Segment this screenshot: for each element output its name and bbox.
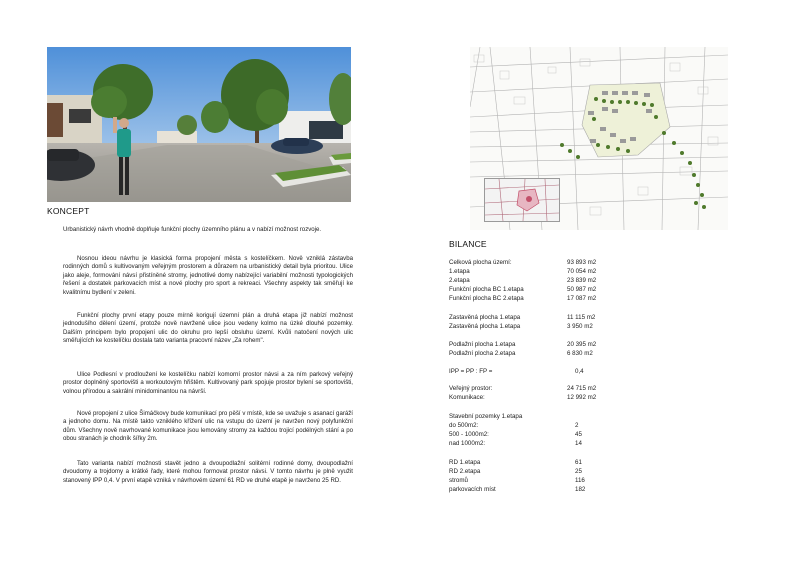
concept-paragraph-1: Urbanistický návrh vhodně doplňuje funkční plochy územního plánu a v nabízí možnost rozvoje.	[63, 226, 322, 233]
bilance-value: 0,4	[575, 368, 584, 375]
bilance-row	[449, 277, 597, 284]
bilance-value: 14	[575, 440, 582, 447]
bilance-label: Zastavěná plocha 1.etapa	[449, 323, 521, 330]
bilance-row	[449, 341, 597, 348]
bilance-row	[449, 486, 586, 493]
bilance-row	[449, 268, 597, 275]
street-render-image	[47, 47, 351, 202]
concept-paragraph-3: Funkční plochy první etapy pouze mírně korigují územní plán a druhá etapa již nabízí možnost jednodušího dělení území, protože nově navržené ulice jsou vedeny kolmo na úzké dlouhé pozemky. Dalším principem bylo propojení ulic do okruhu pro lepší obsluhu území. Kvůli natočení nových ulic směřujících ke kostelíčku dostala tato varianta pracovní název „Za rohem".	[63, 312, 353, 345]
bilance-heading: BILANCE	[449, 239, 487, 249]
bilance-row	[449, 477, 585, 484]
bilance-label: do 500m2:	[449, 422, 479, 429]
bilance-row	[449, 368, 584, 375]
bilance-label: Komunikace:	[449, 394, 485, 401]
concept-paragraph-4: Ulice Podlesní v prodloužení ke kostelíčku nabízí komorní prostor návsi a za ním parkový veřejný prostor doplněný sportovišti a workoutovým hřištěm. Kultivovaný park spojuje prostor bylení se sportovišti, volnou přírodou a sakrální minidominantou na návrší.	[63, 371, 353, 395]
bilance-value: 11 115 m2	[567, 314, 596, 321]
bilance-value: 61	[575, 459, 582, 466]
bilance-row	[449, 431, 582, 438]
bilance-label: Funkční plocha BC 1.etapa	[449, 286, 524, 293]
bilance-label: 500 - 1000m2:	[449, 431, 489, 438]
bilance-row	[449, 394, 597, 401]
bilance-label: Funkční plocha BC 2.etapa	[449, 295, 524, 302]
bilance-row	[449, 440, 582, 447]
bilance-label: Podlažní plocha 2.etapa	[449, 350, 516, 357]
concept-paragraph-5: Nové propojení z ulice Šimáčkovy bude komunikací pro pěší v místě, kde se uvažuje s asanací garáží a jednoho domu. Na místě takto vzniklého křížení ulic na vstupu do území je navržen nový polyfunkční dům. Všechny nově navrhované komunikace jsou lemovány stromy za každou trojicí podélných stání a po obou stranách je chodník šířky 2m.	[63, 410, 353, 443]
bilance-label: 1.etapa	[449, 268, 470, 275]
bilance-value: 25	[575, 468, 582, 475]
concept-paragraph-2: Nosnou ideou návrhu je klasická forma propojení města s kostelíčkem. Nově vzniklá zástavba rodinných domů s kultivovaným veřejným prostorem a důrazem na urbanistický detail byla prioritou. Ulice jako aleje, formování návsí přistíněné stromy, jednotlivé domy nabízející variabilní možnosti typologických řešení a dostatek parkovacích míst a nové plochy pro sport a rekreaci. Všechny aspekty tak směřují ke kvalitnímu bydlení v zeleni.	[63, 255, 353, 296]
bilance-row	[449, 422, 579, 429]
location-inset-map	[484, 178, 560, 222]
bilance-label: nad 1000m2:	[449, 440, 486, 447]
bilance-value: 2	[575, 422, 579, 429]
bilance-label: Celková plocha území:	[449, 259, 512, 266]
bilance-label: RD 1.etapa	[449, 459, 481, 466]
bilance-value: 3 950 m2	[567, 323, 593, 330]
bilance-value: 70 054 m2	[567, 268, 597, 275]
bilance-label: 2.etapa	[449, 277, 470, 284]
bilance-row	[449, 385, 597, 392]
bilance-value: 182	[575, 486, 586, 493]
bilance-row	[449, 459, 582, 466]
bilance-value: 116	[575, 477, 585, 484]
bilance-row	[449, 259, 597, 266]
bilance-value: 17 087 m2	[567, 295, 597, 302]
bilance-value: 23 839 m2	[567, 277, 597, 284]
bilance-value: 24 715 m2	[567, 385, 597, 392]
bilance-row	[449, 295, 597, 302]
bilance-label: Zastavěná plocha 1.etapa	[449, 314, 521, 321]
bilance-row	[449, 314, 596, 321]
bilance-row	[449, 468, 582, 475]
bilance-label: Podlažní plocha 1.etapa	[449, 341, 516, 348]
bilance-row	[449, 413, 522, 420]
concept-paragraph-6: Tato varianta nabízí možnosti stavět jedno a dvoupodlažní solitérní rodinné domy, dvoupodlažní dvoudomy a trojdomy a krátké řady, které mohou formovat prostor návsi. V tomto návrhu je plně využit stanovený IPP 0,4. V první etapě vzniká v návrhovém území 61 RD ve druhé etapě je navrženo 25 RD.	[63, 460, 353, 484]
bilance-value: 50 987 m2	[567, 286, 597, 293]
bilance-value: 45	[575, 431, 582, 438]
bilance-label: IPP = PP : FP =	[449, 368, 493, 375]
bilance-label: stromů	[449, 477, 468, 484]
bilance-label: Stavební pozemky 1.etapa	[449, 413, 523, 420]
bilance-row	[449, 350, 593, 357]
bilance-label: RD 2.etapa	[449, 468, 481, 475]
bilance-row	[449, 323, 593, 330]
bilance-row	[449, 286, 597, 293]
bilance-value: 12 992 m2	[567, 394, 597, 401]
bilance-value: 20 395 m2	[567, 341, 597, 348]
concept-heading: KONCEPT	[47, 206, 90, 216]
bilance-value: 93 893 m2	[567, 259, 597, 266]
bilance-label: parkovacích míst	[449, 486, 496, 493]
bilance-label: Veřejný prostor:	[449, 385, 493, 392]
bilance-value: 6 830 m2	[567, 350, 593, 357]
